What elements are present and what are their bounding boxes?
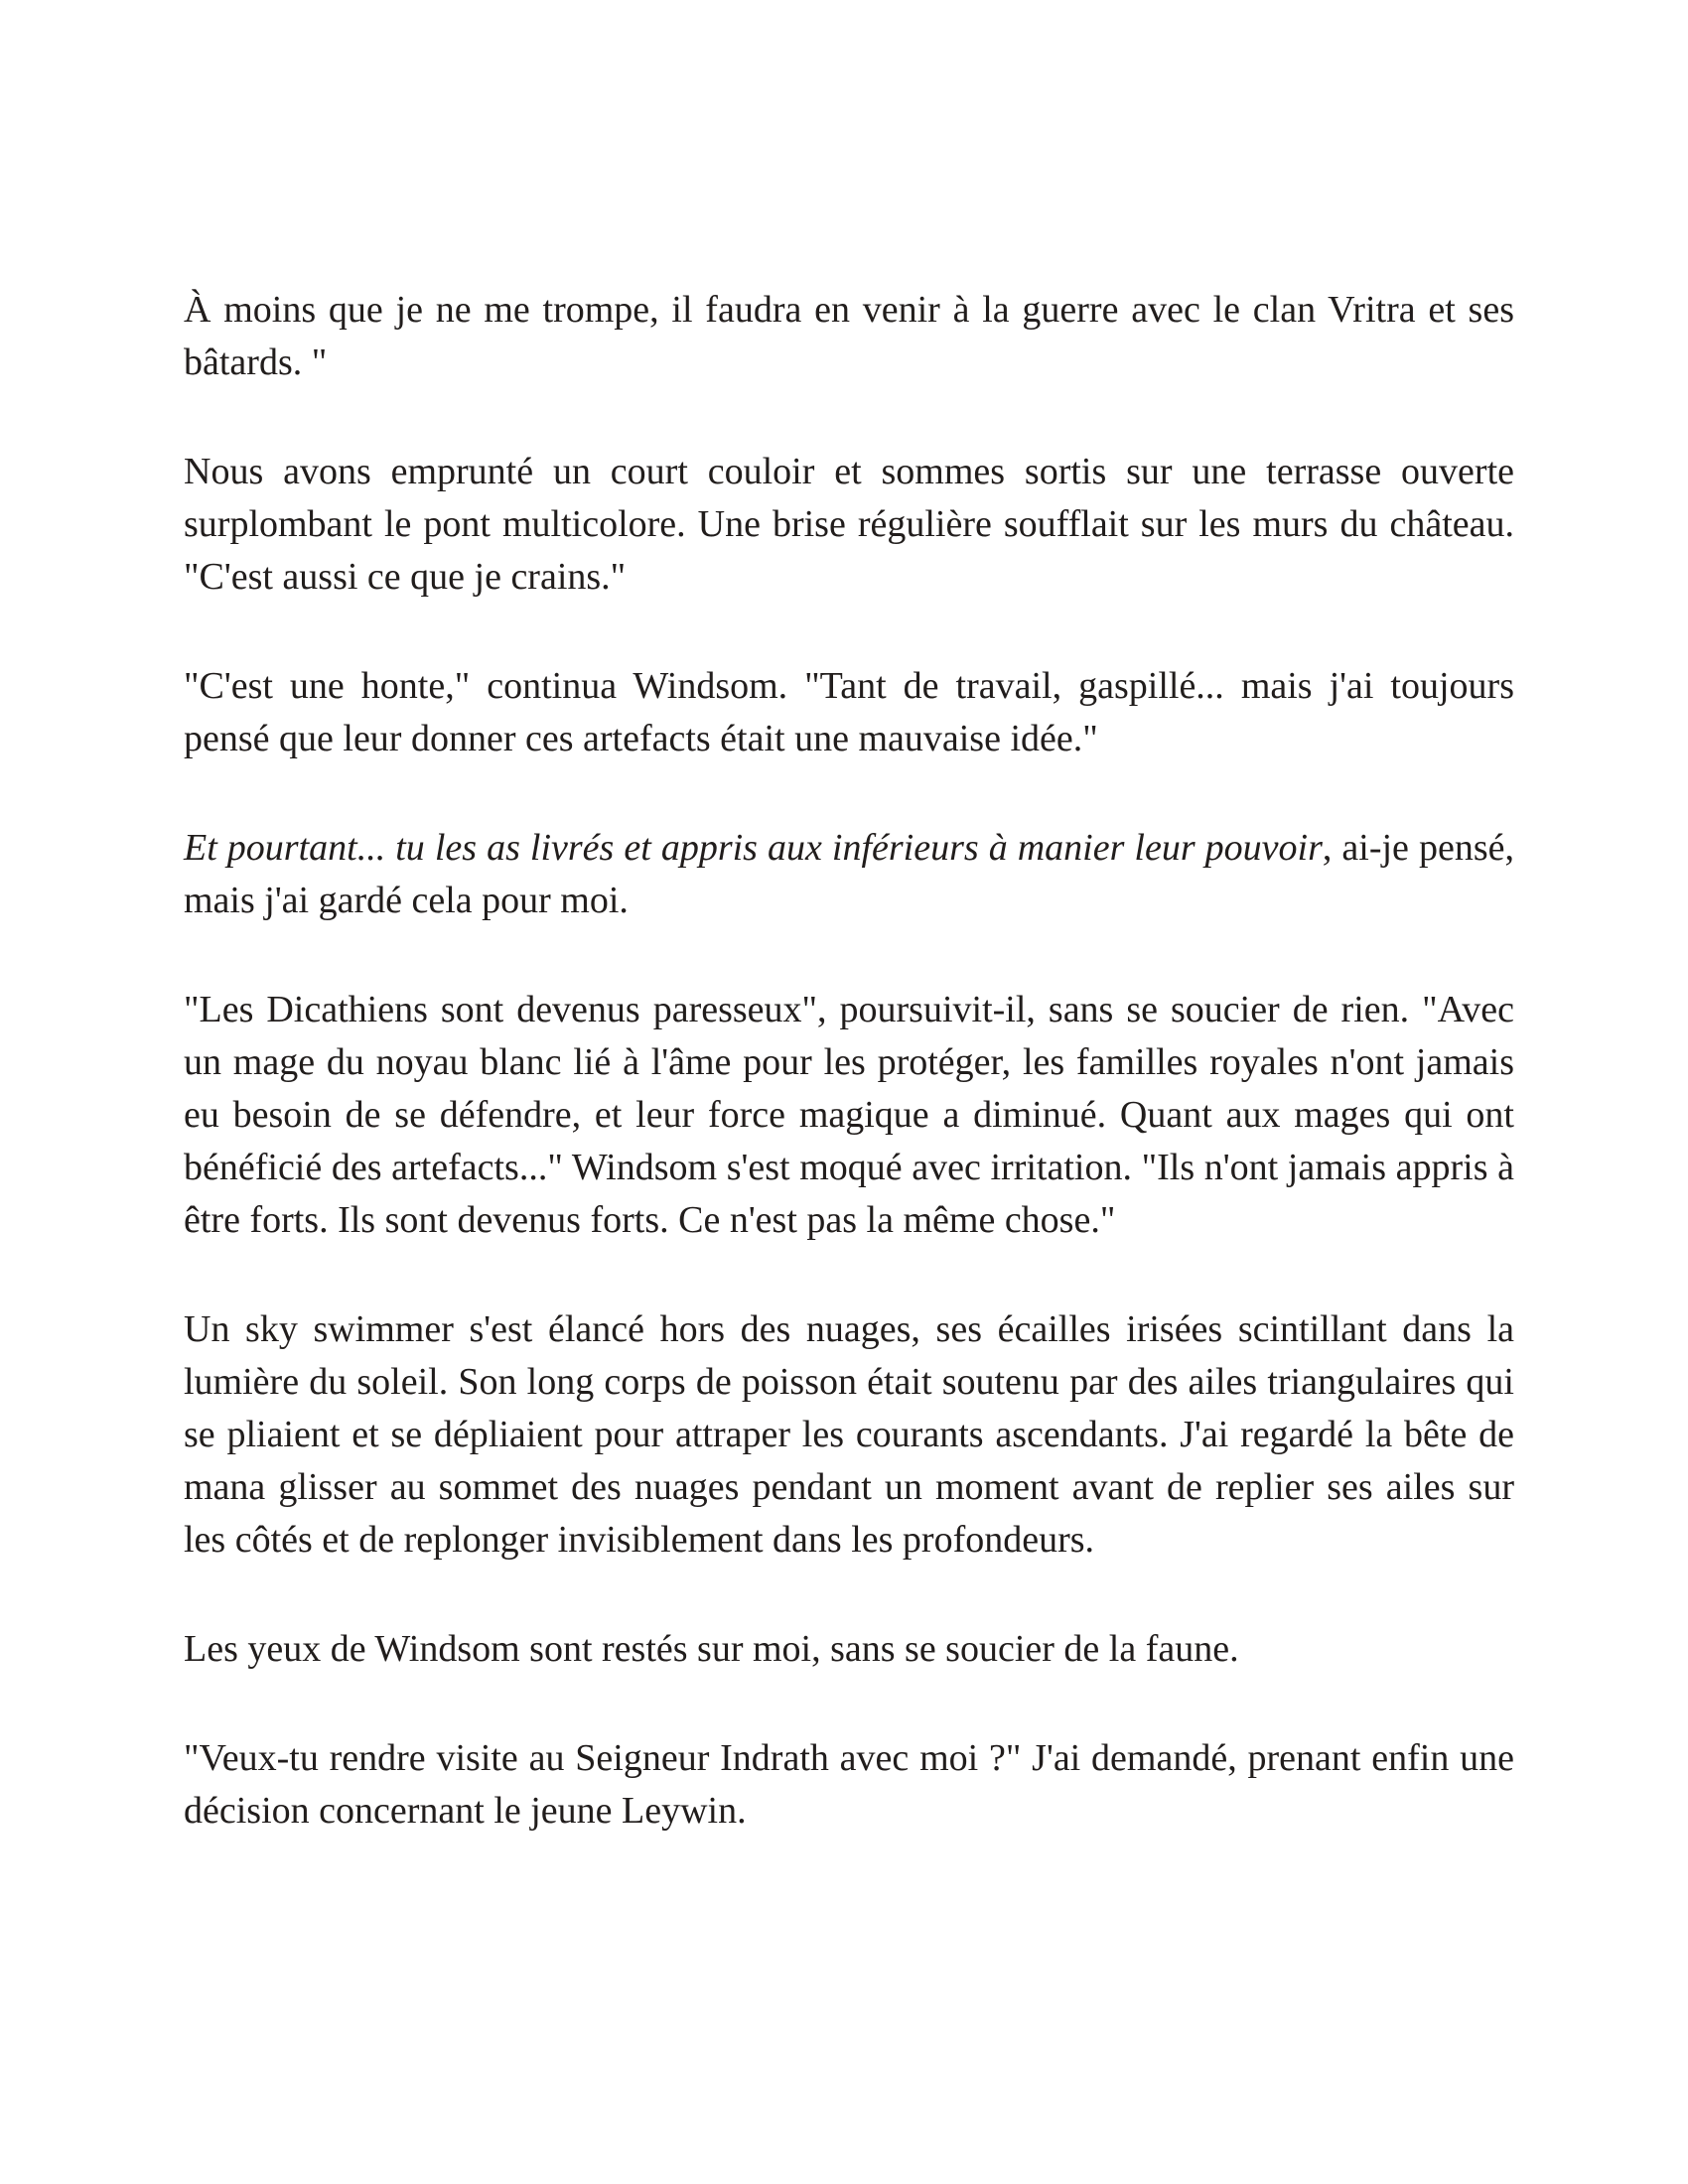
- paragraph-7: Les yeux de Windsom sont restés sur moi, sans se soucier de la faune.: [184, 1628, 1239, 1670]
- italic-inner-thought: Et pourtant... tu les as livrés et appris aux inférieurs à manier leur pouvoir: [184, 827, 1323, 869]
- paragraph-3: "C'est une honte," continua Windsom. "Tant de travail, gaspillé... mais j'ai toujours pensé que leur donner ces artefacts était une mauvaise idée.": [184, 665, 1514, 759]
- paragraph-8: "Veux-tu rendre visite au Seigneur Indrath avec moi ?" J'ai demandé, prenant enfin une décision concernant le jeune Leywin.: [184, 1737, 1514, 1832]
- paragraph-6: Un sky swimmer s'est élancé hors des nuages, ses écailles irisées scintillant dans la lumière du soleil. Son long corps de poisson était soutenu par des ailes triangulaires qui se pliaient et se dépliaient pour attraper les courants ascendants. J'ai regardé la bête de mana glisser au sommet des nuages pendant un moment avant de replier ses ailes sur les côtés et de replonger invisiblement dans les profondeurs.: [184, 1308, 1514, 1561]
- paragraph-4: [184, 822, 1514, 927]
- paragraph-4-rest: , ai-je pensé, mais j'ai gardé cela pour moi.: [184, 827, 1514, 921]
- paragraph-5: "Les Dicathiens sont devenus paresseux", poursuivit-il, sans se soucier de rien. "Avec un mage du noyau blanc lié à l'âme pour les protéger, les familles royales n'ont jamais eu besoin de se défendre, et leur force magique a diminué. Quant aux mages qui ont bénéficié des artefacts..." Windsom s'est moqué avec irritation. "Ils n'ont jamais appris à être forts. Ils sont devenus forts. Ce n'est pas la même chose.": [184, 989, 1514, 1241]
- text-column: [184, 284, 1514, 1838]
- paragraph-1: À moins que je ne me trompe, il faudra en venir à la guerre avec le clan Vritra et ses bâtards. ": [184, 289, 1514, 383]
- paragraph-2: Nous avons emprunté un court couloir et sommes sortis sur une terrasse ouverte surplombant le pont multicolore. Une brise régulière soufflait sur les murs du château. "C'est aussi ce que je crains.": [184, 451, 1514, 598]
